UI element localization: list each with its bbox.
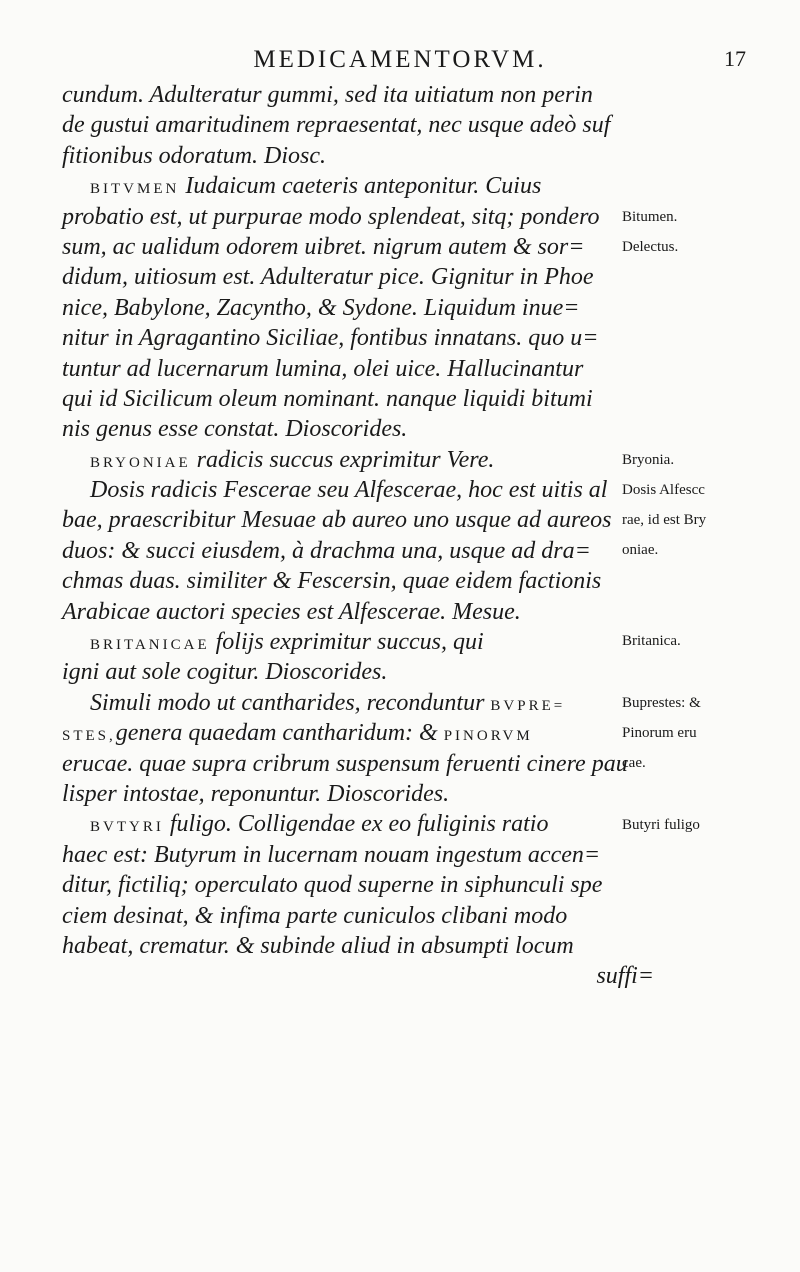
text-line: ciem desinat, & infima parte cuniculos clibani modo [62, 902, 568, 929]
entry-heading: BRYONIAE [90, 454, 191, 471]
entry-text: radicis succus exprimitur Vere. [196, 446, 495, 473]
entry-heading: BVPRE= [490, 697, 566, 714]
text-line: erucae. quae supra cribrum suspensum feruenti cinere pau [62, 750, 628, 777]
margin-note: Pinorum eru [622, 725, 697, 741]
margin-note: oniae. [622, 542, 659, 558]
text-line: chmas duas. similiter & Fescersin, quae eidem factionis [62, 568, 602, 595]
entry-heading: BRITANICAE [90, 637, 210, 654]
text-line: bae, praescribitur Mesuae ab aureo uno usque ad aureos [62, 507, 612, 534]
text-line: habeat, crematur. & subinde aliud in absumpti locum [62, 932, 574, 959]
entry-bryonia [62, 445, 675, 475]
text-line: ditur, fictiliq; operculato quod superne in siphunculi spe [62, 872, 603, 899]
main-text-column [62, 80, 675, 992]
text-line: tuntur ad lucernarum lumina, olei uice. Hallucinantur [62, 355, 584, 382]
text-line: Arabicae auctori species est Alfescerae. Mesue. [62, 598, 521, 625]
margin-note: Britanica. [622, 633, 681, 649]
text-line: probatio est, ut purpurae modo splendeat, sitq; pondero [62, 203, 600, 230]
text-line: Dosis radicis Fescerae seu Alfescerae, hoc est uitis al [90, 477, 608, 504]
margin-note: Delectus. [622, 239, 679, 255]
entry-text: folijs exprimitur succus, qui [215, 629, 484, 656]
entry-text: fuligo. Colligendae ex eo fuliginis ratio [169, 811, 549, 838]
text-line: qui id Sicilicum oleum nominant. nanque liquidi bitumi [62, 385, 593, 412]
margin-note: Dosis Alfescc [622, 482, 705, 498]
text-line: nis genus esse constat. Dioscorides. [62, 416, 408, 443]
margin-note: Buprestes: & [622, 695, 701, 711]
text-line [62, 718, 672, 748]
text-line: duos: & succi eiusdem, à drachma una, usque ad dra= [62, 537, 591, 564]
entry-heading: PINORVM [443, 728, 533, 745]
text-line: nice, Babylone, Zacyntho, & Sydone. Liquidum inue= [62, 294, 580, 321]
page-number: 17 [724, 46, 746, 71]
entry-britanica [62, 627, 672, 657]
text-line: sum, ac ualidum odorem uibret. nigrum autem & sor= [62, 233, 585, 260]
text-line: igni aut sole cogitur. Dioscorides. [62, 659, 388, 686]
text-line: nitur in Agragantino Siciliae, fontibus innatans. quo u= [62, 325, 599, 352]
entry-heading: STES, [62, 728, 116, 745]
entry-heading: BITVMEN [90, 181, 180, 198]
entry-text: genera quaedam cantharidum: & [115, 720, 438, 747]
margin-note: Bitumen. [622, 209, 678, 225]
entry-buprestes [62, 688, 672, 718]
catchword: suffi= [596, 963, 654, 990]
margin-note: rae, id est Bry [622, 512, 707, 528]
entry-bitumen [62, 171, 672, 201]
entry-heading: BVTYRI [90, 819, 164, 836]
running-title: MEDICAMENTORVM. [253, 46, 547, 73]
text-line: lisper intostae, reponuntur. Dioscorides. [62, 780, 450, 807]
margin-note: Butyri fuligo [622, 817, 700, 833]
text-line: fitionibus odoratum. Diosc. [62, 142, 327, 169]
entry-butyri [62, 809, 672, 839]
text-line: haec est: Butyrum in lucernam nouam ingestum accen= [62, 841, 601, 868]
text-line: didum, uitiosum est. Adulteratur pice. Gignitur in Phoe [62, 264, 594, 291]
text-line: de gustui amaritudinem repraesentat, nec usque adeò suf [62, 112, 611, 139]
margin-note: Bryonia. [622, 452, 675, 468]
margin-note: cae. [622, 755, 646, 771]
text-line: cundum. Adulteratur gummi, sed ita uitiatum non perin [62, 82, 593, 108]
entry-text: Simuli modo ut cantharides, reconduntur [90, 689, 485, 716]
entry-text: Iudaicum caeteris anteponitur. Cuius [185, 173, 542, 200]
